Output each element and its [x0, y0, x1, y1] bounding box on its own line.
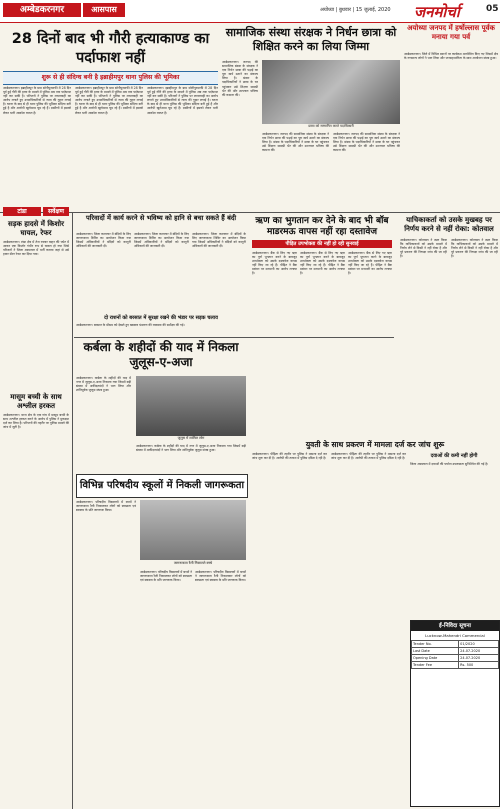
story7-subbody: जिला अस्पताल में दवाओं की पर्याप्त उपलब्धता सुनिश्चित की गई है।: [410, 462, 489, 466]
side-tag-2: सर्वेक्षण: [43, 207, 69, 216]
side-tag-1: टांडा: [3, 207, 41, 216]
story3-body-col3: अम्बेडकरनगर। जिला कारागार में बंदियों के लिए जागरूकता शिविर का आयोजन किया गया जिसमें अधिकारियों ने बंदियों को कानूनी अधिकारों की जानकारी दी।: [192, 232, 246, 249]
story6-headline: कर्बला के शहीदों की याद में निकला जुलूस-ए-अजा: [83, 340, 239, 369]
side-story2-headline: मासूम बच्ची के साथ अश्लील हरकत: [10, 393, 62, 410]
story8-headline: विभिन्न परिषदीय स्कूलों में निकली जागरूकता: [76, 474, 248, 498]
notice-title: ई-निविदा सूचना: [411, 621, 499, 631]
story3-body-col1: अम्बेडकरनगर। जिला कारागार में बंदियों के लिए जागरूकता शिविर का आयोजन किया गया जिसमें अधिकारियों ने बंदियों को कानूनी अधिकारों की जानकारी दी।: [76, 232, 131, 249]
table-cell: Tender No.: [412, 641, 459, 648]
story2-photo: [262, 60, 400, 124]
story2-body-col1: अम्बेडकरनगर। जनपद की सामाजिक संस्था के संरक्षक ने एक निर्धन छात्रा की पढ़ाई का पूरा खर्च उठाने का संकल्प लिया है। संस्था के पदाधिकारियों ने छात्रा के घर पहुंचकर उसे शिक्षण सामग्री भेंट की और उज्ज्वल भविष्य की कामना की।: [222, 60, 258, 97]
story8-photo-caption: जागरूकता रैली निकालते बच्चे: [173, 561, 213, 565]
table-cell: Opening Date: [412, 655, 459, 662]
story7-body-col1: अम्बेडकरनगर। पीड़िता की तहरीर पर पुलिस ने मामला दर्ज कर जांच शुरू कर दी है। आरोपी की तलाश में पुलिस दबिश दे रही है।: [252, 452, 327, 461]
table-cell: 24.07.2020: [459, 648, 499, 655]
masthead-logo: जनमोर्चा: [414, 3, 460, 21]
right-top-headline: अयोध्या जनपद में हर्षोल्लास पूर्वक मनाया गया पर्व: [407, 24, 495, 41]
page-number: 05: [486, 4, 499, 14]
table-cell: Tender Fee: [412, 662, 459, 669]
table-row: [412, 648, 499, 655]
lead-body-col1: अम्बेडकरनगर। इब्राहीमपुर के ग्राम सोनीपुरमाफी में 28 दिन पूर्व हुई गौरी की हत्या के मामले में पुलिस अब तक पर्दाफाश नहीं कर सकी है। परिजनों ने पुलिस पर लापरवाही का आरोप लगाते हुए उच्चाधिकारियों से न्याय की गुहार लगाई है। घटना के बाद से ही थाना पुलिस की भूमिका संदिग्ध बनी हुई है और आरोपी खुलेआम घूम रहे हैं। ग्रामीणों में इसको लेकर भारी आक्रोश व्याप्त है।: [3, 86, 71, 115]
table-row: [412, 655, 499, 662]
story8-body-col2: अम्बेडकरनगर। परिषदीय विद्यालयों में बच्चों ने जागरूकता रैली निकालकर लोगों को स्वच्छता एवं स्वास्थ्य के प्रति जागरूक किया।: [140, 570, 192, 583]
story7-headline: युवती के साथ प्रकरण में मामला दर्ज कर जांच शुरू: [305, 440, 445, 449]
lead-headline: 28 दिनों बाद भी गौरी हत्याकाण्ड का पर्दाफाश नहीं: [11, 31, 210, 66]
story3-subbody: अम्बेडकरनगर। बरसात के मौसम को देखते हुए खाद्यान्न भंडारण की व्यवस्था की समीक्षा की गई।: [76, 323, 185, 327]
right-top-body: अम्बेडकरनगर। जिले में विभिन्न स्थानों पर कार्यक्रम आयोजित किए गए जिसमें क्षेत्र के गणमान्य लोगों ने भाग लिया और जनसहभागिता के साथ आयोजन संपन्न हुआ।: [404, 52, 498, 61]
story6-body-col2: अम्बेडकरनगर। कर्बला के शहीदों की याद में नगर में जुलूस-ए-अजा निकाला गया जिसमें बड़ी संख्या में अकीदतमंदों ने भाग लिया और शांतिपूर्वक जुलूस संपन्न हुआ।: [136, 444, 246, 453]
table-row: [412, 662, 499, 669]
story4-body-col2: अम्बेडकरनगर। बैंक से लिए गए ऋण का पूर्ण भुगतान करने के बावजूद उपभोक्ता को उसके दस्तावेज वापस नहीं किए जा रहे हैं। पीड़ित ने बैंक प्रबंधन पर मनमानी का आरोप लगाया है।: [300, 251, 345, 276]
story4-body-col3: अम्बेडकरनगर। बैंक से लिए गए ऋण का पूर्ण भुगतान करने के बावजूद उपभोक्ता को उसके दस्तावेज वापस नहीं किए जा रहे हैं। पीड़ित ने बैंक प्रबंधन पर मनमानी का आरोप लगाया है।: [348, 251, 392, 276]
story6-body-col1: अम्बेडकरनगर। कर्बला के शहीदों की याद में नगर में जुलूस-ए-अजा निकाला गया जिसमें बड़ी संख्या में अकीदतमंदों ने भाग लिया और शांतिपूर्वक जुलूस संपन्न हुआ।: [76, 376, 131, 393]
story5-body-col1: अम्बेडकरनगर। कोतवाल ने स्पष्ट किया कि याचिकाकर्ता को उसके मामले में निर्णय लेने से किसी ने नहीं रोका है और पूरे प्रकरण की निष्पक्ष जांच की जा रही है।: [400, 238, 447, 259]
notice-table: [411, 640, 499, 669]
story5-body-col2: अम्बेडकरनगर। कोतवाल ने स्पष्ट किया कि याचिकाकर्ता को उसके मामले में निर्णय लेने से किसी ने नहीं रोका है और पूरे प्रकरण की निष्पक्ष जांच की जा रही है।: [451, 238, 498, 259]
divider: [0, 212, 500, 213]
story8-body-col1: अम्बेडकरनगर। परिषदीय विद्यालयों में बच्चों ने जागरूकता रैली निकालकर लोगों को स्वच्छता एवं स्वास्थ्य के प्रति जागरूक किया।: [76, 500, 136, 513]
story3-headline: परिवादों में कार्य करने से भविष्य को हानि से बचा सकते हैं बंदी: [85, 214, 237, 222]
story3-body-col2: अम्बेडकरनगर। जिला कारागार में बंदियों के लिए जागरूकता शिविर का आयोजन किया गया जिसमें अधिकारियों ने बंदियों को कानूनी अधिकारों की जानकारी दी।: [134, 232, 189, 249]
lead-subhead: शुरू से ही संदिग्ध बनी है इब्राहीमपुर थाना पुलिस की भूमिका: [3, 71, 218, 85]
lead-body-col2: अम्बेडकरनगर। इब्राहीमपुर के ग्राम सोनीपुरमाफी में 28 दिन पूर्व हुई गौरी की हत्या के मामले में पुलिस अब तक पर्दाफाश नहीं कर सकी है। परिजनों ने पुलिस पर लापरवाही का आरोप लगाते हुए उच्चाधिकारियों से न्याय की गुहार लगाई है। घटना के बाद से ही थाना पुलिस की भूमिका संदिग्ध बनी हुई है और आरोपी खुलेआम घूम रहे हैं। ग्रामीणों में इसको लेकर भारी आक्रोश व्याप्त है।: [75, 86, 143, 115]
side-story2-body: अम्बेडकरनगर। थाना क्षेत्र के एक गांव में मासूम बच्ची के साथ अश्लील हरकत करने के आरोप में पुलिस ने मुकदमा दर्ज कर लिया है। परिजनों की तहरीर पर पुलिस मामले की जांच में जुटी है।: [3, 413, 69, 430]
story2-headline: सामाजिक संस्था संरक्षक ने निर्धन छात्रा को शिक्षित करने का लिया जिम्मा: [225, 26, 397, 53]
story4-subhead: पीड़ित उपभोक्ता की नहीं हो रही सुनवाई: [252, 240, 392, 248]
table-cell: 01/2020: [459, 641, 499, 648]
story4-body-col1: अम्बेडकरनगर। बैंक से लिए गए ऋण का पूर्ण भुगतान करने के बावजूद उपभोक्ता को उसके दस्तावेज वापस नहीं किए जा रहे हैं। पीड़ित ने बैंक प्रबंधन पर मनमानी का आरोप लगाया है।: [252, 251, 297, 276]
side-story1-body: अम्बेडकरनगर। टांडा क्षेत्र में तेज रफ्तार वाहन की चपेट में आकर एक किशोर गंभीर रूप से घायल हो गया जिसे परिजनों ने जिला अस्पताल में भर्ती कराया जहां से उसे हायर सेंटर रेफर कर दिया गया।: [3, 240, 69, 257]
table-cell: Last Date: [412, 648, 459, 655]
table-cell: Rs. 500: [459, 662, 499, 669]
story4-headline: ऋण का भुगतान कर देने के बाद भी बॉब माडरमऊ वापस नहीं रहा दस्तावेज: [255, 216, 389, 237]
story8-photo: [140, 500, 246, 560]
story7-body-col2: अम्बेडकरनगर। पीड़िता की तहरीर पर पुलिस ने मामला दर्ज कर जांच शुरू कर दी है। आरोपी की तलाश में पुलिस दबिश दे रही है।: [331, 452, 406, 461]
dateline: अयोध्या | बुधवार | 15 जुलाई, 2020: [320, 7, 391, 13]
table-cell: 24.07.2020: [459, 655, 499, 662]
story6-photo-caption: जुलूस में शामिल लोग: [177, 436, 205, 440]
notice-subtitle: Lucknow-Mahendri Commercial: [425, 633, 485, 638]
section-tag: अम्बेडकरनगर: [3, 3, 81, 17]
story2-body-col3: अम्बेडकरनगर। जनपद की सामाजिक संस्था के संरक्षक ने एक निर्धन छात्रा की पढ़ाई का पूरा खर्च उठाने का संकल्प लिया है। संस्था के पदाधिकारियों ने छात्रा के घर पहुंचकर उसे शिक्षण सामग्री भेंट की और उज्ज्वल भविष्य की कामना की।: [333, 132, 400, 153]
story7-subheadline: दवाओं की कमी नहीं होगी: [430, 453, 478, 459]
lead-body-col3: अम्बेडकरनगर। इब्राहीमपुर के ग्राम सोनीपुरमाफी में 28 दिन पूर्व हुई गौरी की हत्या के मामले में पुलिस अब तक पर्दाफाश नहीं कर सकी है। परिजनों ने पुलिस पर लापरवाही का आरोप लगाते हुए उच्चाधिकारियों से न्याय की गुहार लगाई है। घटना के बाद से ही थाना पुलिस की भूमिका संदिग्ध बनी हुई है और आरोपी खुलेआम घूम रहे हैं। ग्रामीणों में इसको लेकर भारी आक्रोश व्याप्त है।: [147, 86, 218, 115]
story2-photo-caption: छात्रा को सम्मानित करते पदाधिकारी: [308, 124, 354, 128]
column-rule: [72, 213, 73, 809]
story8-body-col3: अम्बेडकरनगर। परिषदीय विद्यालयों में बच्चों ने जागरूकता रैली निकालकर लोगों को स्वच्छता एवं स्वास्थ्य के प्रति जागरूक किया।: [195, 570, 246, 583]
divider: [74, 337, 394, 338]
side-story1-headline: सड़क हादसे में किशोर घायल, रेफर: [8, 220, 64, 237]
story5-headline: याचिकाकर्ता को उसके मुखबह पर निर्णय करने से नहीं रोका: कोतवाल: [404, 216, 494, 233]
story3-subheadline: दो राशनों को बरसात में सुरक्षा रखने की भंडार पर सड़क चलाव: [104, 315, 218, 321]
subsection-tag: आसपास: [83, 3, 125, 17]
tender-notice: [410, 620, 500, 807]
story6-photo: [136, 376, 246, 436]
story2-body-col2: अम्बेडकरनगर। जनपद की सामाजिक संस्था के संरक्षक ने एक निर्धन छात्रा की पढ़ाई का पूरा खर्च उठाने का संकल्प लिया है। संस्था के पदाधिकारियों ने छात्रा के घर पहुंचकर उसे शिक्षण सामग्री भेंट की और उज्ज्वल भविष्य की कामना की।: [262, 132, 329, 153]
table-row: [412, 641, 499, 648]
